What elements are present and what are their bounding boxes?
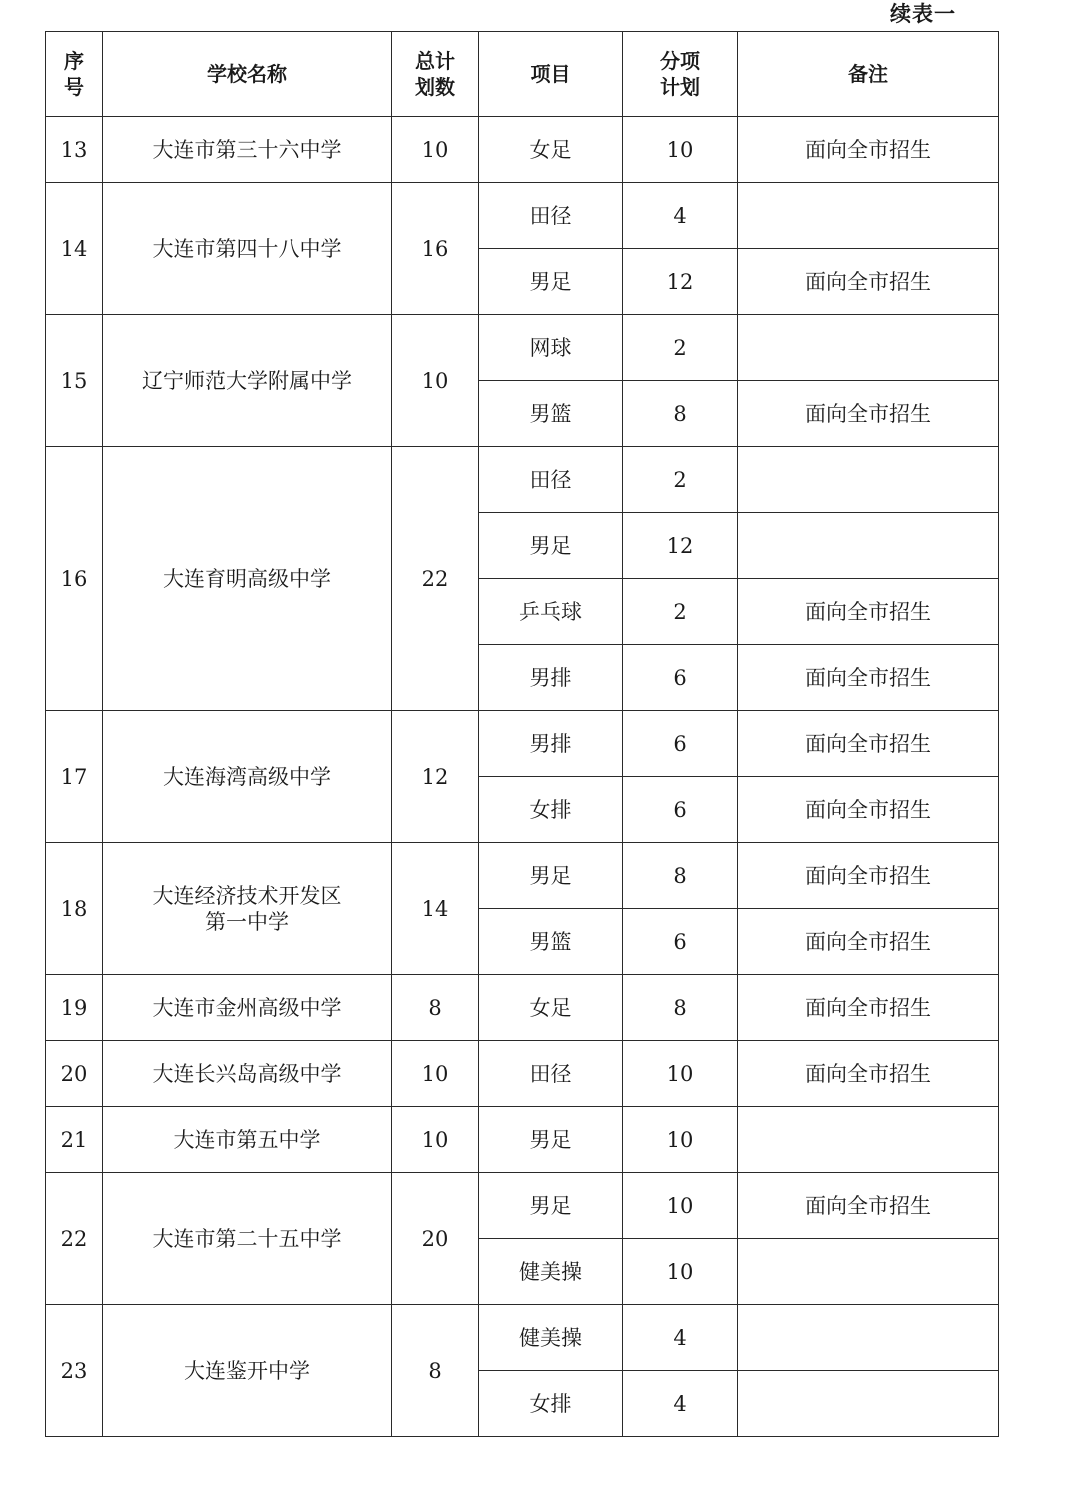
cell-total: 10 <box>392 1107 479 1173</box>
cell-item: 男足 <box>479 1173 623 1239</box>
header-seq-line: 号 <box>64 75 84 99</box>
cell-item: 田径 <box>479 447 623 513</box>
cell-total: 8 <box>392 1305 479 1437</box>
cell-sub-plan: 12 <box>623 513 738 579</box>
table-row <box>46 843 999 909</box>
cell-item: 乒乓球 <box>479 579 623 645</box>
header-sub-plan <box>623 32 738 117</box>
cell-school-name <box>103 447 392 711</box>
cell-note <box>738 183 999 249</box>
cell-sub-plan: 2 <box>623 447 738 513</box>
table-row <box>46 117 999 183</box>
cell-seq: 15 <box>46 315 103 447</box>
cell-seq: 16 <box>46 447 103 711</box>
cell-note <box>738 1305 999 1371</box>
cell-item: 田径 <box>479 183 623 249</box>
cell-total: 10 <box>392 117 479 183</box>
cell-seq: 18 <box>46 843 103 975</box>
cell-sub-plan: 4 <box>623 183 738 249</box>
cell-seq: 22 <box>46 1173 103 1305</box>
school-name-line: 大连经济技术开发区 <box>152 883 342 908</box>
cell-item: 男足 <box>479 1107 623 1173</box>
cell-item: 男篮 <box>479 381 623 447</box>
header-note: 备注 <box>738 32 999 117</box>
cell-note: 面向全市招生 <box>738 381 999 447</box>
school-name-line: 辽宁师范大学附属中学 <box>142 368 352 393</box>
table-row <box>46 1041 999 1107</box>
school-name-line: 大连市第四十八中学 <box>152 236 342 261</box>
cell-note: 面向全市招生 <box>738 1173 999 1239</box>
cell-note <box>738 513 999 579</box>
header-total-line: 总计 <box>415 49 455 73</box>
cell-sub-plan: 10 <box>623 1239 738 1305</box>
header-school: 学校名称 <box>103 32 392 117</box>
cell-school-name <box>103 975 392 1041</box>
cell-item: 男足 <box>479 249 623 315</box>
cell-seq: 20 <box>46 1041 103 1107</box>
cell-sub-plan: 2 <box>623 315 738 381</box>
cell-note: 面向全市招生 <box>738 975 999 1041</box>
cell-seq: 13 <box>46 117 103 183</box>
header-item: 项目 <box>479 32 623 117</box>
cell-note <box>738 447 999 513</box>
cell-note <box>738 315 999 381</box>
cell-sub-plan: 10 <box>623 117 738 183</box>
cell-sub-plan: 8 <box>623 843 738 909</box>
enrollment-plan-table <box>45 31 999 1437</box>
cell-item: 健美操 <box>479 1305 623 1371</box>
cell-seq: 19 <box>46 975 103 1041</box>
cell-item: 男排 <box>479 645 623 711</box>
table-row <box>46 975 999 1041</box>
header-seq <box>46 32 103 117</box>
cell-sub-plan: 2 <box>623 579 738 645</box>
cell-sub-plan: 12 <box>623 249 738 315</box>
cell-note: 面向全市招生 <box>738 843 999 909</box>
table-caption: 续表一 <box>890 2 956 26</box>
cell-item: 女排 <box>479 777 623 843</box>
header-sub-line: 计划 <box>660 75 700 99</box>
cell-total: 8 <box>392 975 479 1041</box>
cell-school-name <box>103 843 392 975</box>
cell-sub-plan: 6 <box>623 909 738 975</box>
cell-sub-plan: 8 <box>623 975 738 1041</box>
cell-sub-plan: 4 <box>623 1371 738 1437</box>
header-seq-line: 序 <box>64 49 84 73</box>
cell-seq: 14 <box>46 183 103 315</box>
table-row <box>46 1305 999 1371</box>
school-name-line: 第一中学 <box>205 909 289 934</box>
table-row <box>46 183 999 249</box>
cell-sub-plan: 10 <box>623 1173 738 1239</box>
cell-note: 面向全市招生 <box>738 1041 999 1107</box>
cell-item: 女足 <box>479 975 623 1041</box>
cell-school-name <box>103 1107 392 1173</box>
cell-item: 男排 <box>479 711 623 777</box>
cell-total: 14 <box>392 843 479 975</box>
cell-sub-plan: 4 <box>623 1305 738 1371</box>
cell-school-name <box>103 711 392 843</box>
cell-school-name <box>103 1041 392 1107</box>
cell-note: 面向全市招生 <box>738 777 999 843</box>
cell-item: 男篮 <box>479 909 623 975</box>
cell-note <box>738 1107 999 1173</box>
cell-school-name <box>103 315 392 447</box>
cell-total: 22 <box>392 447 479 711</box>
header-total-line: 划数 <box>415 75 455 99</box>
cell-note <box>738 1239 999 1305</box>
cell-note: 面向全市招生 <box>738 249 999 315</box>
table-body <box>46 117 999 1437</box>
cell-item: 健美操 <box>479 1239 623 1305</box>
school-name-line: 大连市第二十五中学 <box>152 1226 342 1251</box>
cell-seq: 17 <box>46 711 103 843</box>
cell-seq: 23 <box>46 1305 103 1437</box>
cell-note: 面向全市招生 <box>738 117 999 183</box>
cell-total: 16 <box>392 183 479 315</box>
cell-total: 12 <box>392 711 479 843</box>
school-name-line: 大连市第三十六中学 <box>152 137 342 162</box>
school-name-line: 大连市金州高级中学 <box>152 995 342 1020</box>
school-name-line: 大连鉴开中学 <box>184 1358 310 1383</box>
cell-note: 面向全市招生 <box>738 579 999 645</box>
table-row <box>46 711 999 777</box>
cell-school-name <box>103 183 392 315</box>
school-name-line: 大连市第五中学 <box>173 1127 321 1152</box>
cell-sub-plan: 6 <box>623 711 738 777</box>
cell-item: 网球 <box>479 315 623 381</box>
school-name-line: 大连海湾高级中学 <box>163 764 331 789</box>
cell-item: 男足 <box>479 843 623 909</box>
cell-sub-plan: 10 <box>623 1107 738 1173</box>
cell-seq: 21 <box>46 1107 103 1173</box>
cell-item: 男足 <box>479 513 623 579</box>
cell-total: 20 <box>392 1173 479 1305</box>
cell-school-name <box>103 1305 392 1437</box>
cell-sub-plan: 10 <box>623 1041 738 1107</box>
header-row <box>46 32 999 117</box>
table-row <box>46 315 999 381</box>
header-sub-line: 分项 <box>660 49 700 73</box>
cell-total: 10 <box>392 1041 479 1107</box>
cell-item: 田径 <box>479 1041 623 1107</box>
table-row <box>46 447 999 513</box>
school-name-line: 大连育明高级中学 <box>163 566 331 591</box>
cell-sub-plan: 8 <box>623 381 738 447</box>
cell-item: 女排 <box>479 1371 623 1437</box>
cell-sub-plan: 6 <box>623 777 738 843</box>
cell-note <box>738 1371 999 1437</box>
cell-school-name <box>103 117 392 183</box>
header-total <box>392 32 479 117</box>
cell-note: 面向全市招生 <box>738 909 999 975</box>
cell-note: 面向全市招生 <box>738 711 999 777</box>
table-row <box>46 1173 999 1239</box>
school-name-line: 大连长兴岛高级中学 <box>152 1061 342 1086</box>
cell-school-name <box>103 1173 392 1305</box>
cell-sub-plan: 6 <box>623 645 738 711</box>
table-row <box>46 1107 999 1173</box>
cell-total: 10 <box>392 315 479 447</box>
cell-note: 面向全市招生 <box>738 645 999 711</box>
cell-item: 女足 <box>479 117 623 183</box>
